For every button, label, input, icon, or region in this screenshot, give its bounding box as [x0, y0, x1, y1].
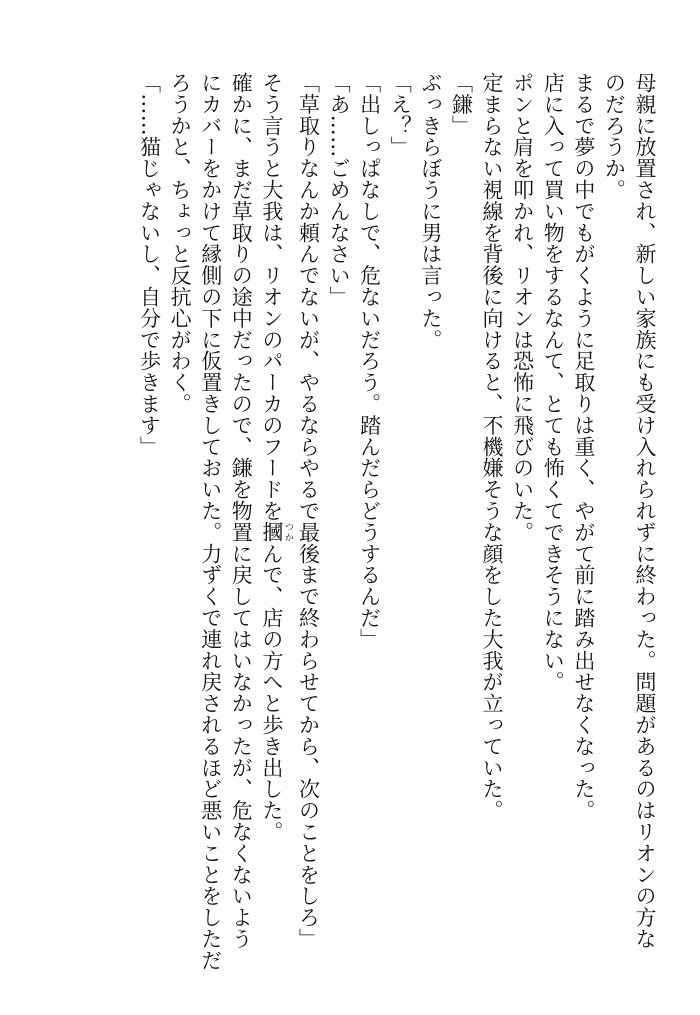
text-line: 「え？」	[388, 72, 413, 158]
ruby-annotation	[259, 521, 293, 543]
ruby-base: 摑	[259, 521, 284, 543]
text-line: 店に入って買い物をするなんて、とても怖くてできそうにない。	[541, 72, 566, 693]
text-line-with-ruby	[256, 72, 293, 972]
text-line: 「鎌」	[449, 72, 474, 137]
text-line: 確かに、まだ草取りの途中だったので、鎌を物置に戻してはいなかったが、危なくないよう	[229, 72, 254, 950]
text-line: 「草取りなんか頼んでないが、やるならやるで最後まで終わらせてから、次のことをしろ」	[296, 72, 321, 950]
text-line: まるで夢の中でもがくように足取りは重く、やがて前に踏み出せなくなった。	[571, 72, 596, 821]
ruby-reading: つか	[282, 521, 293, 543]
text-line: ポンと肩を叩かれ、リオンは恐怖に飛びのいた。	[510, 72, 535, 543]
text-segment: そう言うと大我は、リオンのパーカのフードを	[259, 72, 284, 522]
text-line: 母親に放置され、新しい家族にも受け入れられずに終わった。問題があるのはリオンの方な	[633, 72, 657, 950]
text-line: にカバーをかけて縁側の下に仮置きしておいた。力ずくで連れ戻されるほど悪いことをしただ	[198, 72, 223, 971]
text-line: 「あ……ごめんなさい」	[327, 72, 352, 308]
text-line: 定まらない視線を背後に向けると、不機嫌そうな顔をした大我が立っていた。	[480, 72, 505, 821]
text-line: のだろうか。	[602, 72, 627, 201]
text-line: ろうかと、ちょっと反抗心がわく。	[168, 72, 193, 415]
text-line: 「……猫じゃないし、自分で歩きます」	[137, 72, 162, 458]
vertical-text-body	[134, 72, 660, 972]
text-line: ぶっきらぼうに男は言った。	[418, 72, 443, 351]
text-line: 「出しっぱなしで、危ないだろう。踏んだらどうするんだ」	[357, 72, 382, 650]
text-segment: んで、店の方へと歩き出した。	[259, 542, 284, 843]
